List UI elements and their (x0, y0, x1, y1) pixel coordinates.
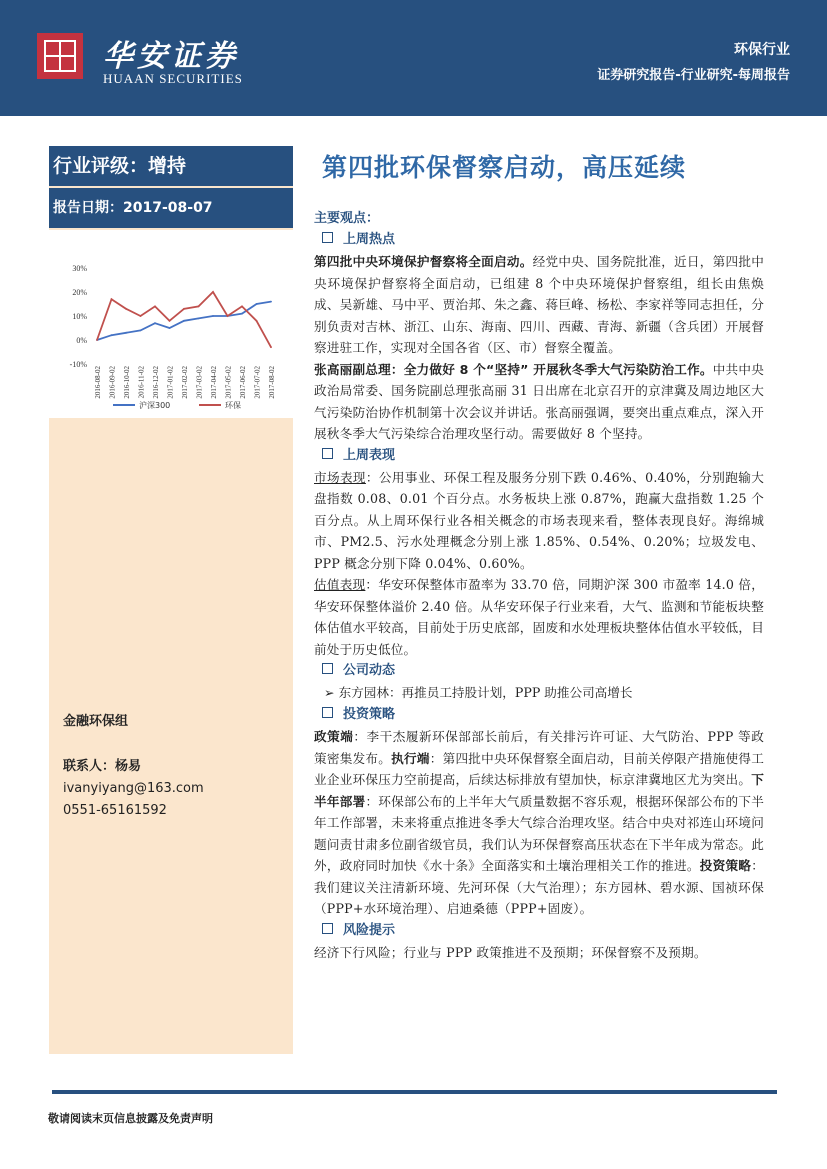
paragraph-lead: 政策端 (314, 729, 354, 744)
data-point (183, 320, 185, 322)
data-point (212, 291, 214, 293)
checkbox-bullet-icon (322, 448, 333, 459)
x-tick-label: 2017-07-02 (253, 366, 262, 399)
section-title: 公司动态 (343, 663, 396, 678)
data-point (256, 320, 258, 322)
data-point (256, 303, 258, 305)
paragraph-lead: 下半年部署 (314, 772, 764, 809)
arrow-bullet-icon: ➢ (324, 685, 339, 700)
data-point (227, 315, 229, 317)
company-news-item (314, 682, 764, 704)
legend-label: 沪深300 (139, 401, 171, 410)
data-point (125, 308, 127, 310)
report-type-label: 证券研究报告-行业研究-每周报告 (597, 68, 790, 83)
team-name: 金融环保组 (63, 714, 129, 729)
y-tick-label: 30% (72, 264, 87, 273)
main-view-heading: 主要观点： (314, 211, 380, 226)
logo-text-en: HUAAN SECURITIES (103, 71, 243, 86)
performance-chart (49, 230, 293, 418)
paragraph-text: ：环保部公布的上半年大气质量数据不容乐观，根据环保部公布的下半年工作部署，未来将重点推进冬季大气综合治理攻坚。结合中央对祁连山环境问题问责甘肃多位副省级官员，我们认为环保督察高压状态在下半年成为常态。此外，政府同时加快《水十条》全面落实和土壤治理相关工作的推进。 (314, 793, 764, 873)
data-point (169, 327, 171, 329)
contact-block (63, 756, 204, 822)
x-tick-label: 2016-08-02 (94, 366, 102, 399)
y-tick-label: 20% (72, 288, 87, 297)
x-tick-label: 2017-03-02 (195, 366, 204, 399)
x-tick-label: 2016-11-02 (137, 366, 146, 399)
data-point (241, 313, 243, 315)
data-point (169, 320, 171, 322)
x-tick-label: 2017-02-02 (181, 366, 189, 399)
paragraph-label: 估值表现 (314, 577, 366, 592)
data-point (111, 298, 113, 300)
report-date-value: 2017-08-07 (123, 200, 213, 216)
footer-divider (52, 1090, 777, 1094)
x-tick-label: 2016-09-02 (108, 366, 117, 399)
y-tick-label: 10% (72, 312, 87, 321)
data-point (183, 308, 185, 310)
x-tick-label: 2017-06-02 (239, 366, 247, 399)
paragraph-text: ：公用事业、环保工程及服务分别下跌 0.46%、0.40%，分别跑输大盘指数 0.08、0.01 个百分点。水务板块上涨 0.87%，跑赢大盘指数 1.25 个百分点。从上周环保行业各相关概念的市场表现来看，整体表现良好。海绵城市、PM2.5、污水处理概念分别上涨 1.85%、0.54%、0.20%；垃圾发电、PPP 概念分别下降 0.04%、0.60%。 (314, 469, 764, 571)
contact-name: 杨易 (115, 759, 142, 774)
legend-label: 环保 (225, 401, 241, 410)
performance-chart-svg (49, 230, 293, 418)
report-body (314, 208, 764, 963)
x-tick-label: 2017-04-02 (210, 366, 218, 399)
x-tick-label: 2016-12-02 (152, 366, 160, 399)
data-point (140, 330, 142, 332)
section-heading-performance (314, 445, 764, 467)
data-point (241, 306, 243, 308)
y-tick-label: -10% (69, 360, 87, 369)
paragraph-text: ：华安环保整体市盈率为 33.70 倍，同期沪深 300 市盈率 14.0 倍，华安环保整体溢价 2.40 倍。从华安环保子行业来看，大气、监测和节能板块整体估值水平较高，目前处于历史底部，固废和水处理板块整体估值水平较低，目前处于历史低位。 (314, 577, 764, 657)
footer-disclaimer[interactable]: 敬请阅读末页信息披露及免责声明 (48, 1112, 213, 1125)
data-point (154, 306, 156, 308)
data-point (125, 332, 127, 334)
data-point (270, 301, 272, 303)
series-line-env (97, 292, 271, 347)
company-news-text: 东方园林：再推员工持股计划，PPP 助推公司高增长 (338, 685, 633, 700)
section-title: 投资策略 (343, 707, 396, 722)
y-tick-label: 0% (76, 336, 87, 345)
industry-label: 环保行业 (734, 42, 790, 58)
paragraph-lead: 第四批中央环境保护督察将全面启动。 (314, 254, 533, 269)
paragraph-market (314, 467, 764, 575)
report-date-label: 报告日期： (53, 200, 123, 216)
section-heading-company (314, 660, 764, 682)
page-header (0, 0, 827, 116)
paragraph-text: 经党中央、国务院批准，近日，第四批中央环境保护督察将全面启动，已组建 8 个中央环境保护督察组，组长由焦焕成、吴新雄、马中平、贾治邦、朱之鑫、蒋巨峰、杨松、李家祥等同志担任，分别负责对吉林、浙江、山东、海南、四川、西藏、青海、新疆（含兵团）开展督察进驻工作，实现对全国各省（区、市）督察全覆盖。 (314, 254, 764, 355)
paragraph-text: ：我们建议关注清新环境、先河环保（大气治理）；东方园林、碧水源、国祯环保（PPP+水环境治理）、启迪桑德（PPP+固废）。 (314, 858, 764, 916)
data-point (111, 334, 113, 336)
logo-text-cn: 华安证券 (103, 39, 239, 74)
paragraph-lead: 张高丽副总理：全力做好 8 个“坚持” 开展秋冬季大气污染防治工作。 (314, 361, 713, 377)
paragraph-lead: 投资策略 (699, 858, 752, 873)
data-point (212, 315, 214, 317)
data-point (154, 322, 156, 324)
checkbox-bullet-icon (322, 923, 333, 934)
page-title: 第四批环保督察启动，高压延续 (322, 153, 687, 182)
x-tick-label: 2017-08-02 (268, 366, 276, 399)
report-date (49, 188, 293, 228)
data-point (198, 306, 200, 308)
checkbox-bullet-icon (322, 707, 333, 718)
checkbox-bullet-icon (322, 663, 333, 674)
paragraph-risk: 经济下行风险；行业与 PPP 政策推进不及预期；环保督察不及预期。 (314, 944, 707, 960)
paragraph-strategy (314, 726, 764, 920)
data-point (198, 318, 200, 320)
x-tick-label: 2017-05-02 (224, 366, 233, 399)
section-heading-hotspots (314, 229, 764, 251)
paragraph-label: 市场表现 (314, 469, 366, 485)
checkbox-bullet-icon (322, 232, 333, 243)
section-title: 风险提示 (343, 922, 396, 938)
contact-person (63, 756, 204, 778)
paragraph-vice-premier (314, 359, 764, 445)
section-title: 上周热点 (343, 232, 396, 247)
paragraph-lead: 执行端 (391, 750, 430, 766)
paragraph-text: 中共中央政治局常委、国务院副总理张高丽 31 日出席在北京召开的京津冀及周边地区大气污染防治协作机制第十次会议并讲话。张高丽强调，要突出重点难点，深入开展秋冬季大气污染综合治理攻坚行动。需要做好 8 个坚持。 (314, 361, 764, 441)
logo-icon (37, 33, 83, 79)
contact-label: 联系人： (63, 759, 116, 774)
data-point (96, 339, 98, 341)
paragraph-text: ：第四批中央环保督察全面启动，目前关停限产措施使得工业企业环保压力空前提高，后续达标排放有望加快，标京津冀地区尤为突出。 (314, 750, 764, 787)
contact-email[interactable]: ivanyiyang@163.com (63, 781, 204, 796)
industry-rating: 行业评级：增持 (49, 146, 293, 186)
section-heading-risk (314, 920, 764, 942)
x-tick-label: 2016-10-02 (123, 366, 131, 399)
x-tick-label: 2017-01-02 (166, 366, 175, 399)
section-title: 上周表现 (343, 447, 396, 463)
section-heading-strategy (314, 704, 764, 726)
sidebar (49, 146, 293, 1054)
data-point (140, 315, 142, 317)
paragraph-inspection (314, 251, 764, 359)
contact-phone: 0551-65161592 (63, 803, 167, 818)
paragraph-valuation (314, 574, 764, 660)
data-point (270, 346, 272, 348)
paragraph-text: ：李干杰履新环保部部长前后，有关排污许可证、大气防治、PPP 等政策密集发布。 (314, 729, 764, 766)
